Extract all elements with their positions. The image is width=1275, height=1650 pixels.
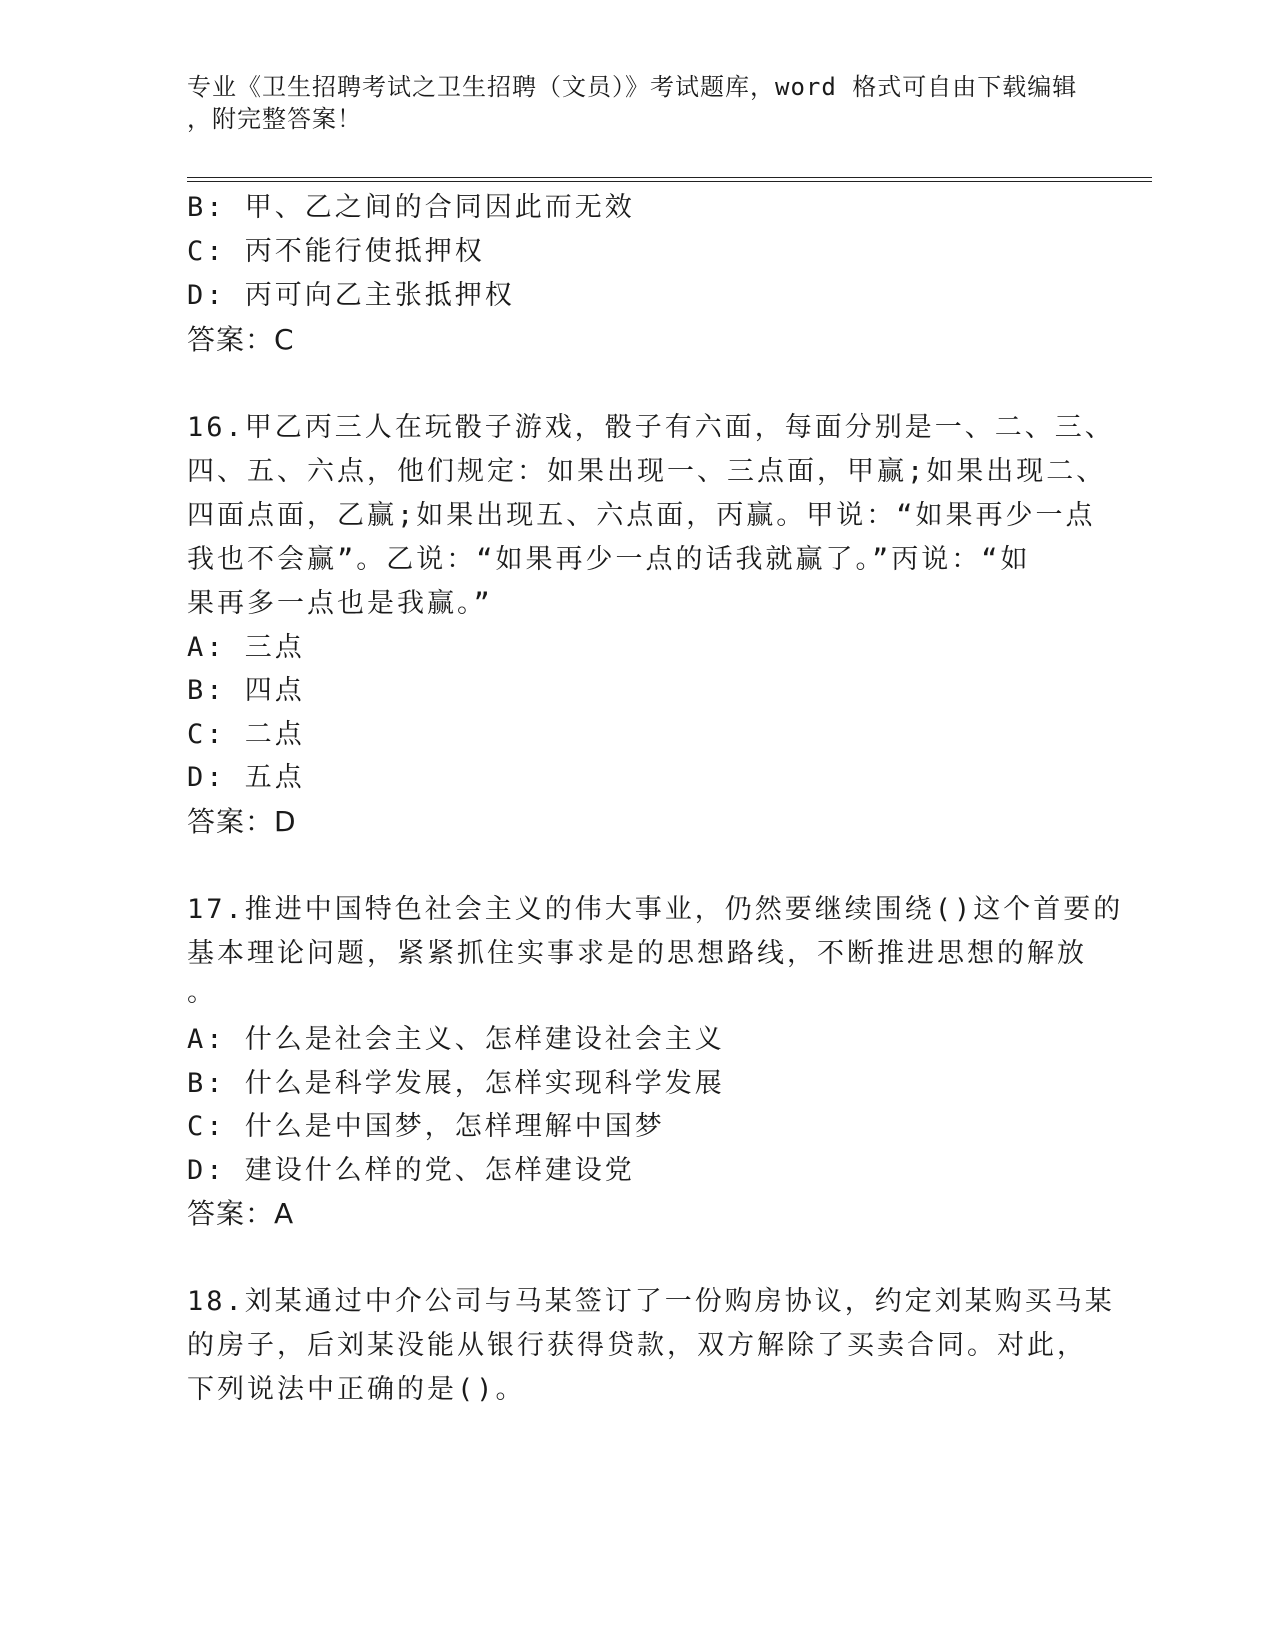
q17-option-a: A: 什么是社会主义、怎样建设社会主义 xyxy=(187,1024,725,1055)
q15-answer: 答案：C xyxy=(187,323,295,356)
q16-stem-line: 果再多一点也是我赢。” xyxy=(187,588,493,619)
q17-stem-line: 17.推进中国特色社会主义的伟大事业，仍然要继续围绕()这个首要的 xyxy=(187,894,1124,925)
q16-option-b: B: 四点 xyxy=(187,675,305,706)
q15-option-d: D: 丙可向乙主张抵押权 xyxy=(187,280,515,311)
q17-option-c: C: 什么是中国梦，怎样理解中国梦 xyxy=(187,1111,665,1142)
q16-stem-line: 四面点面，乙赢;如果出现五、六点面，丙赢。甲说：“如果再少一点 xyxy=(187,500,1096,531)
header-rule-bottom xyxy=(187,181,1152,182)
header-rule-top xyxy=(187,177,1152,178)
q16-option-c: C: 二点 xyxy=(187,719,305,750)
q15-option-b: B: 甲、乙之间的合同因此而无效 xyxy=(187,192,635,223)
header-title-line-2: ，附完整答案！ xyxy=(187,105,362,133)
q16-stem-line: 我也不会赢”。乙说：“如果再少一点的话我就赢了。”丙说：“如 xyxy=(187,544,1031,575)
q18-stem-line: 18.刘某通过中介公司与马某签订了一份购房协议，约定刘某购买马某 xyxy=(187,1286,1115,1317)
q17-stem-line: 。 xyxy=(187,977,217,1008)
header-title-line-1: 专业《卫生招聘考试之卫生招聘（文员）》考试题库，word 格式可自由下载编辑 xyxy=(187,73,1078,101)
q18-stem-line: 的房子，后刘某没能从银行获得贷款，双方解除了买卖合同。对此， xyxy=(187,1330,1087,1361)
q16-option-d: D: 五点 xyxy=(187,762,305,793)
q16-answer: 答案：D xyxy=(187,805,297,838)
q17-stem-line: 基本理论问题，紧紧抓住实事求是的思想路线，不断推进思想的解放 xyxy=(187,938,1087,969)
q17-option-b: B: 什么是科学发展，怎样实现科学发展 xyxy=(187,1068,725,1099)
q16-option-a: A: 三点 xyxy=(187,632,305,663)
q16-stem-line: 16.甲乙丙三人在玩骰子游戏，骰子有六面，每面分别是一、二、三、 xyxy=(187,412,1115,443)
q15-option-c: C: 丙不能行使抵押权 xyxy=(187,236,485,267)
q16-stem-line: 四、五、六点，他们规定：如果出现一、三点面，甲赢;如果出现二、 xyxy=(187,456,1107,487)
q17-answer: 答案：A xyxy=(187,1197,295,1230)
q18-stem-line: 下列说法中正确的是()。 xyxy=(187,1374,526,1405)
q17-option-d: D: 建设什么样的党、怎样建设党 xyxy=(187,1155,635,1186)
